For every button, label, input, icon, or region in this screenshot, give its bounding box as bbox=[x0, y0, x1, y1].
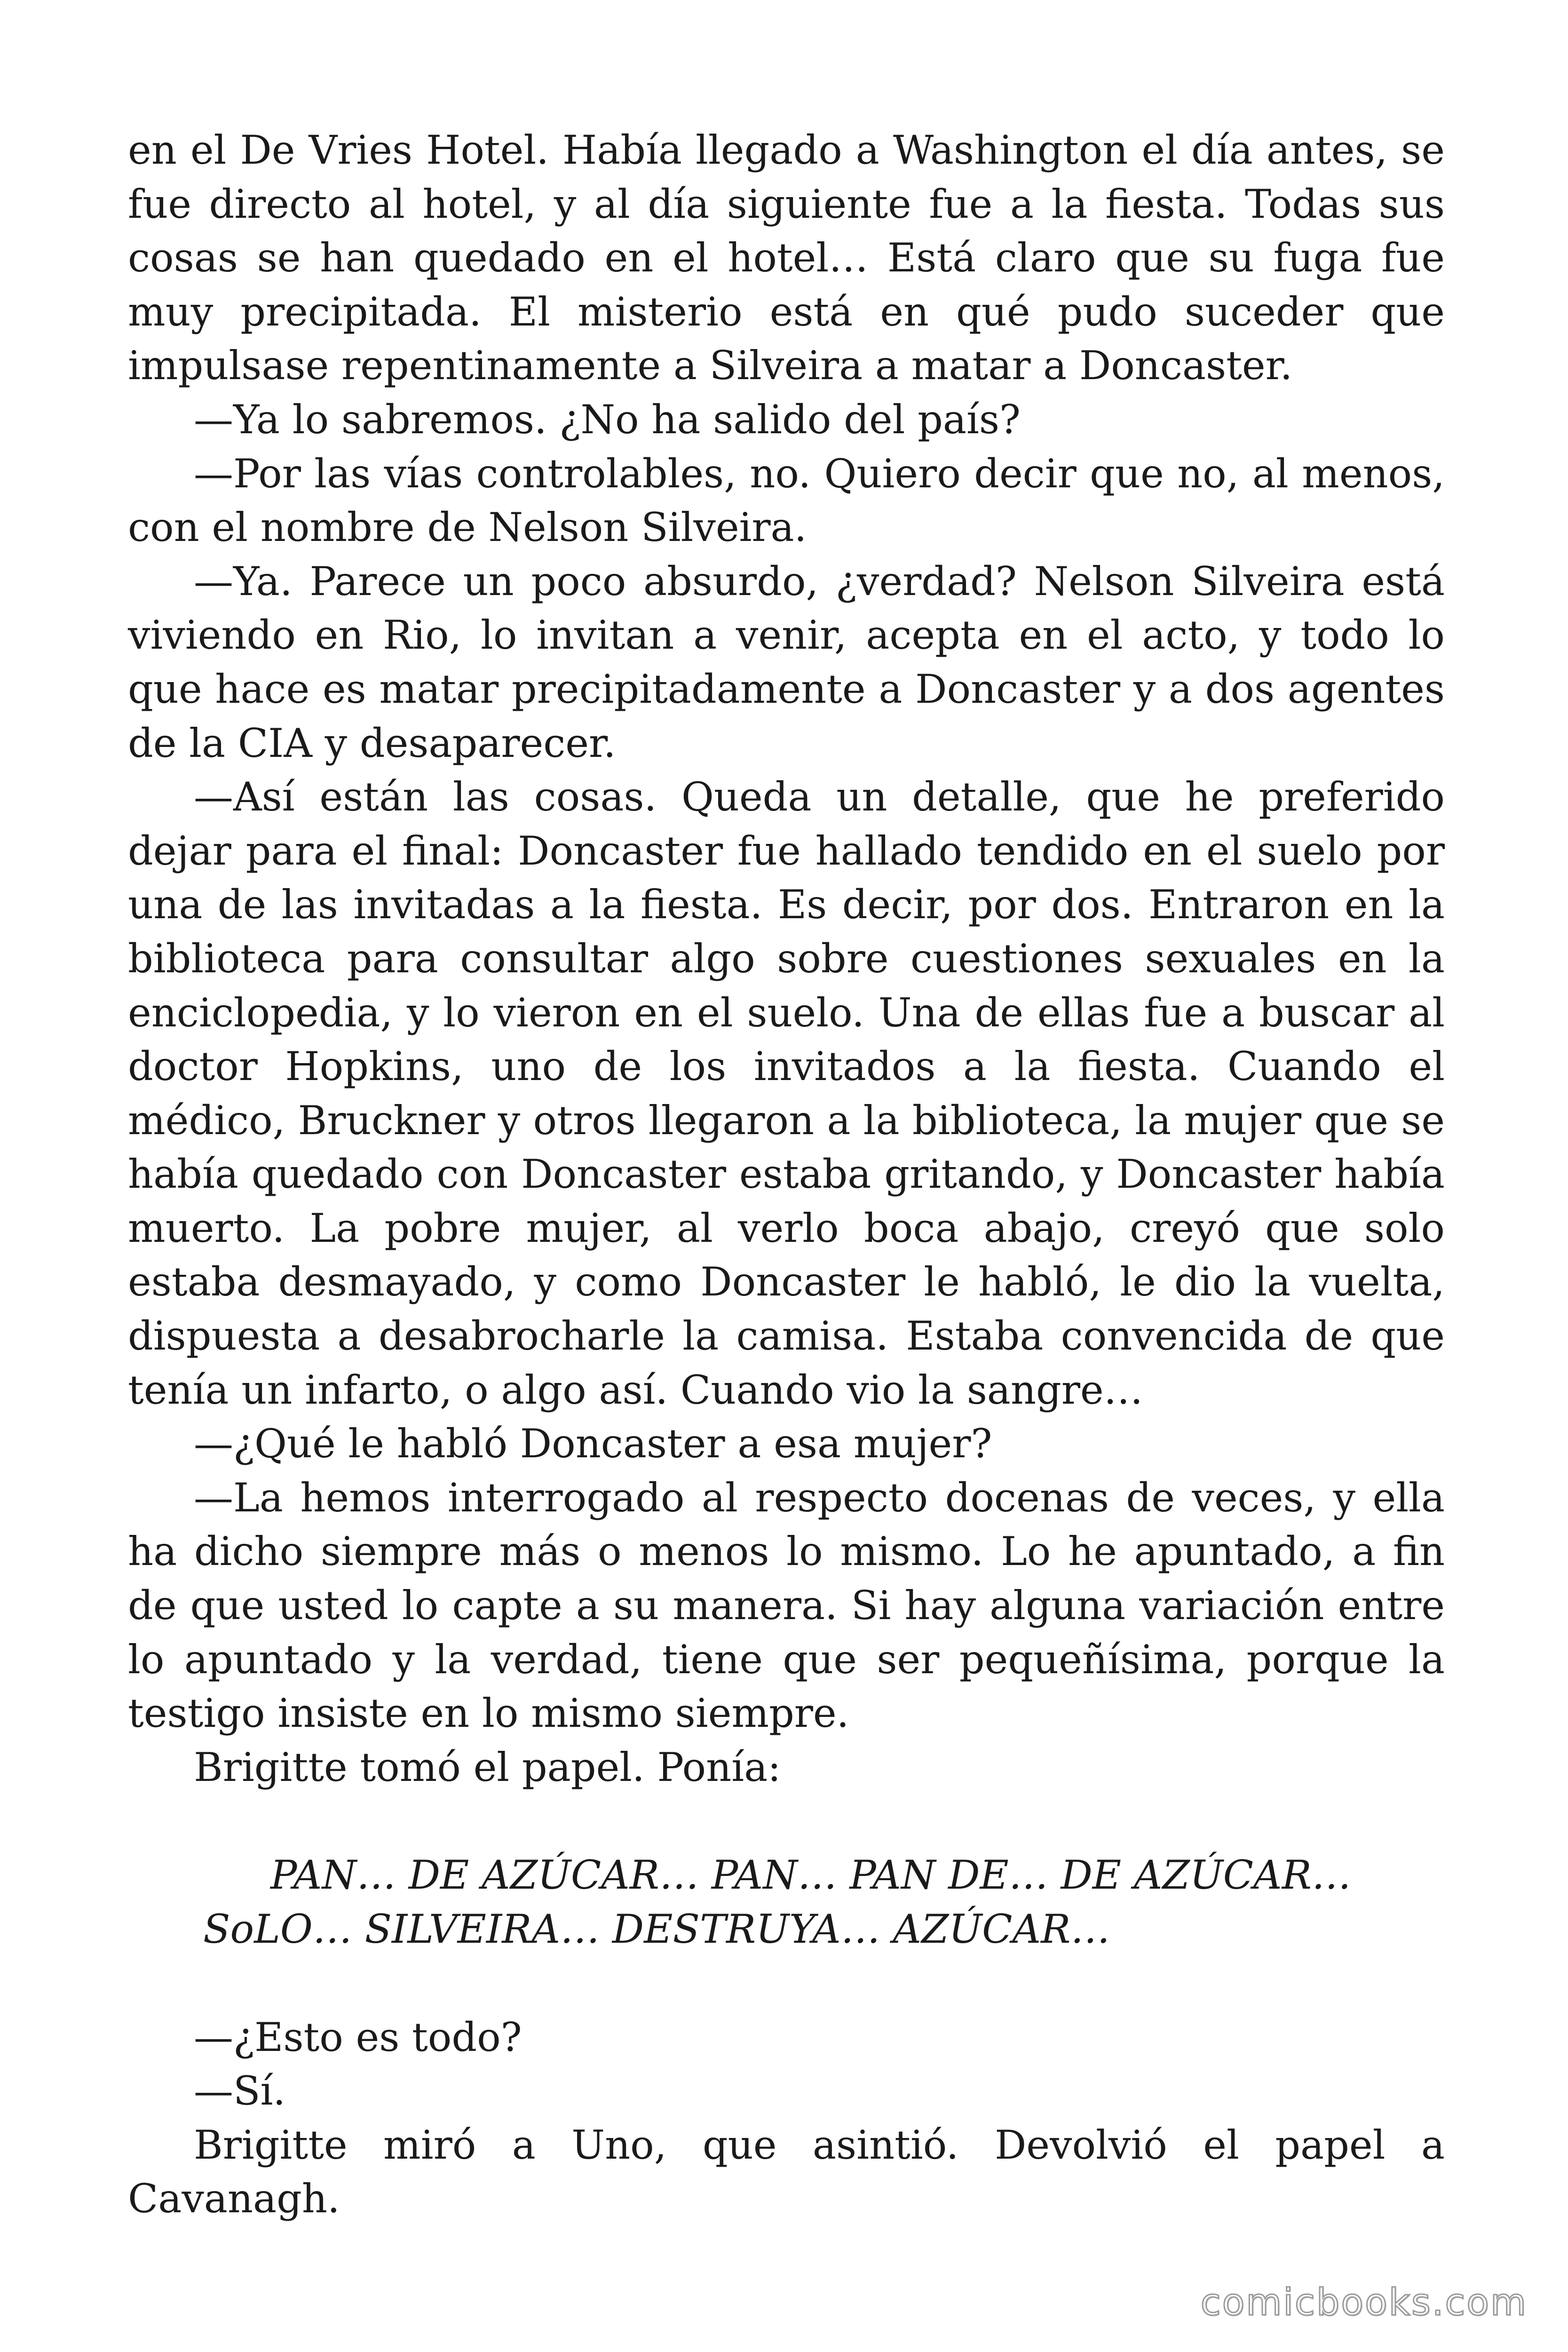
narration-line: Brigitte tomó el papel. Ponía: bbox=[194, 1744, 781, 1790]
dialogue-line: —¿Qué le habló Doncaster a esa mujer? bbox=[194, 1421, 992, 1467]
dialogue-line: —¿Esto es todo? bbox=[194, 2014, 522, 2060]
dialogue-line: —Por las vías controlables, no. Quiero decir que no, al menos, con el nombre de Nelson Silveira. bbox=[128, 450, 1445, 551]
paragraph-continuation: en el De Vries Hotel. Había llegado a Washington el día antes, se fue directo al hotel, y al día siguiente fue a la fiesta. Todas sus cosas se han quedado en el hotel… Está claro que su fuga fue muy precipitada. El misterio está en qué pudo suceder que impulsase repentinamente a Silveira a matar a Doncaster. bbox=[128, 127, 1445, 389]
dialogue-line: —Ya. Parece un poco absurdo, ¿verdad? Nelson Silveira está viviendo en Rio, lo invitan a venir, acepta en el acto, y todo lo que hace es matar precipitadamente a Doncaster y a dos agentes de la CIA y desaparecer. bbox=[128, 558, 1445, 766]
dialogue-line: —Ya lo sabremos. ¿No ha salido del país? bbox=[194, 396, 1021, 443]
note-quote-line: SoLO… SILVEIRA… DESTRUYA… AZÚCAR… bbox=[203, 1906, 1110, 1952]
dialogue-line: —La hemos interrogado al respecto docenas de veces, y ella ha dicho siempre más o menos lo mismo. Lo he apuntado, a fin de que usted lo capte a su manera. Si hay alguna variación entre lo apuntado y la verdad, tiene que ser pequeñísima, porque la testigo insiste en lo mismo siempre. bbox=[128, 1474, 1445, 1737]
note-quote-line: PAN… DE AZÚCAR… PAN… PAN DE… DE AZÚCAR… bbox=[270, 1852, 1351, 1899]
dialogue-line: —Sí. bbox=[194, 2068, 286, 2114]
narration-line: Brigitte miró a Uno, que asintió. Devolvió el papel a Cavanagh. bbox=[128, 2122, 1445, 2222]
dialogue-line: —Así están las cosas. Queda un detalle, que he preferido dejar para el final: Doncaster fue hallado tendido en el suelo por una de las invitadas a la fiesta. Es decir, por dos. Entraron en la biblioteca para consultar algo sobre cuestiones sexuales en la enciclopedia, y lo vieron en el suelo. Una de ellas fue a buscar al doctor Hopkins, uno de los invitados a la fiesta. Cuando el médico, Bruckner y otros llegaron a la biblioteca, la mujer que se había quedado con Doncaster estaba gritando, y Doncaster había muerto. La pobre mujer, al verlo boca abajo, creyó que solo estaba desmayado, y como Doncaster le habló, le dio la vuelta, dispuesta a desabrocharle la camisa. Estaba convencida de que tenía un infarto, o algo así. Cuando vio la sangre… bbox=[128, 774, 1445, 1413]
watermark-logo: comicbooks.com bbox=[1200, 2281, 1528, 2324]
note-quote bbox=[128, 1848, 1445, 1956]
page-body bbox=[128, 123, 1445, 2226]
